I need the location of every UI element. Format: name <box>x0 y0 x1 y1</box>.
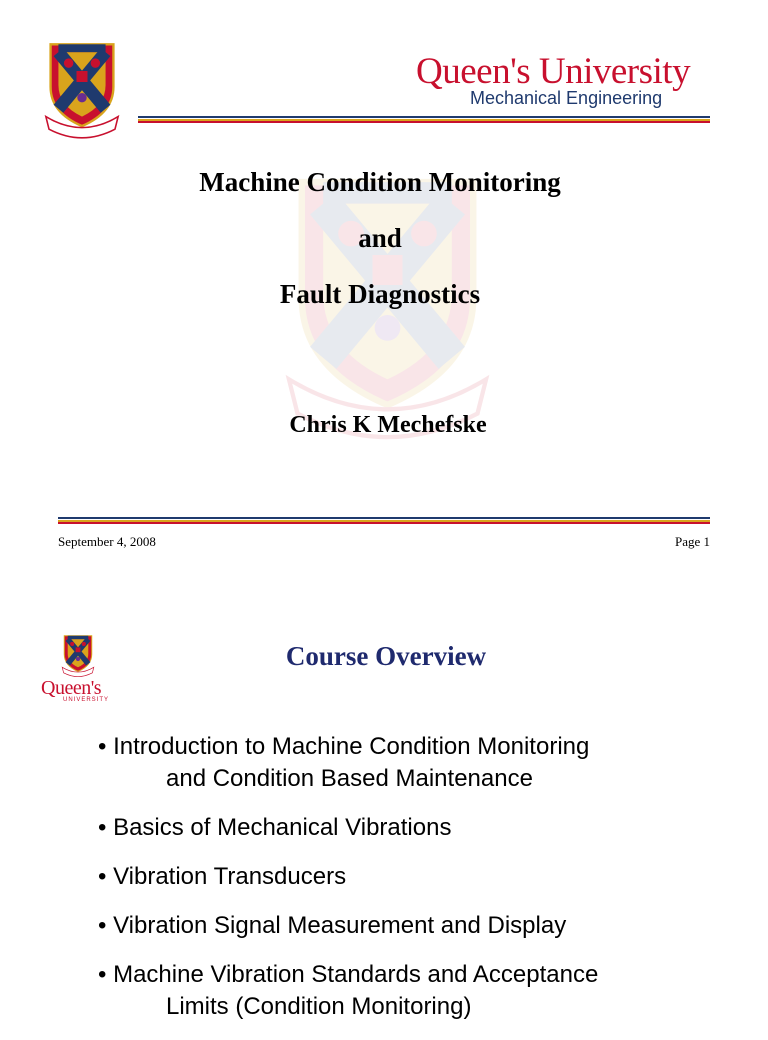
list-item <box>98 910 738 942</box>
bullet-text: • Vibration Signal Measurement and Display <box>98 912 567 939</box>
header-divider <box>138 116 710 123</box>
university-crest-logo <box>38 38 126 148</box>
university-name: Queen's University <box>416 51 691 92</box>
bullet-text: • Machine Vibration Standards and Acceptance <box>98 961 599 988</box>
bullet-continuation: Limits (Condition Monitoring) <box>166 993 472 1020</box>
university-wordmark: Queen's <box>41 677 102 699</box>
list-item <box>98 959 738 1023</box>
author-name: Chris K Mechefske <box>289 412 487 438</box>
bullet-text: • Introduction to Machine Condition Monitoring <box>98 733 590 760</box>
list-item <box>98 812 738 844</box>
bullet-text: • Basics of Mechanical Vibrations <box>98 814 452 841</box>
title-line-1: Machine Condition Monitoring <box>199 167 561 197</box>
footer-page-number: Page 1 <box>674 534 710 549</box>
list-item <box>98 731 738 795</box>
footer-date: September 4, 2008 <box>58 534 156 549</box>
title-line-2: and <box>358 223 402 253</box>
university-wordmark-sub: UNIVERSITY <box>63 697 110 703</box>
list-item <box>98 861 738 893</box>
bullet-continuation: and Condition Based Maintenance <box>166 765 533 792</box>
department-name: Mechanical Engineering <box>470 88 663 108</box>
title-line-3: Fault Diagnostics <box>279 279 481 309</box>
slide-title: Course Overview <box>285 641 487 671</box>
footer-divider <box>58 517 710 524</box>
course-topics-list <box>98 731 738 1040</box>
bullet-text: • Vibration Transducers <box>98 863 347 890</box>
